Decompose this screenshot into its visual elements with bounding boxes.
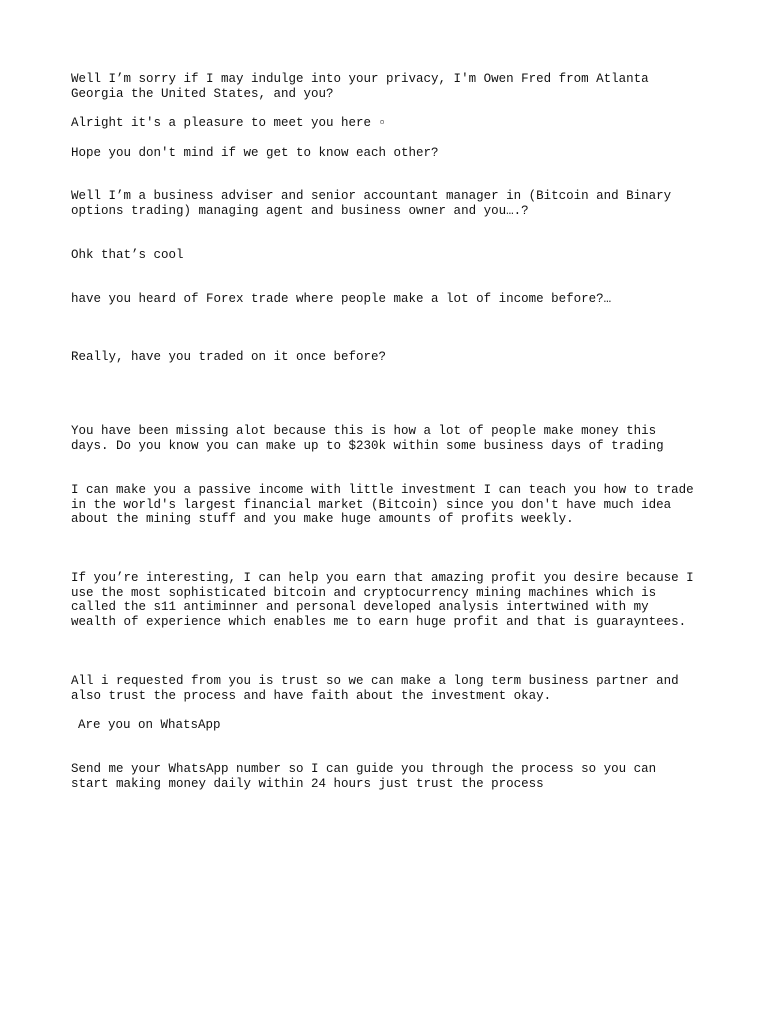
paragraph-line: If you’re interesting, I can help you earn that amazing profit you desire because I [71, 571, 694, 585]
paragraph-line: Well I’m a business adviser and senior accountant manager in (Bitcoin and Binary [71, 189, 672, 203]
paragraph-line: days. Do you know you can make up to $230k within some business days of trading [71, 438, 664, 453]
paragraph-line: I can make you a passive income with little investment I can teach you how to trade [71, 483, 694, 497]
paragraph-line: use the most sophisticated bitcoin and cryptocurrency mining machines which is [71, 585, 657, 600]
paragraph-line: in the world's largest financial market (Bitcoin) since you don't have much idea [71, 497, 672, 512]
paragraph-line: Ohk that’s cool [71, 248, 184, 262]
paragraph-line: Georgia the United States, and you? [71, 86, 334, 101]
paragraph-line: have you heard of Forex trade where people make a lot of income before?… [71, 292, 612, 306]
paragraph-line: Alright it's a pleasure to meet you here ▫ [71, 116, 387, 130]
paragraph-line: called the s11 antiminner and personal developed analysis intertwined with my [71, 600, 649, 614]
paragraph-line: Send me your WhatsApp number so I can guide you through the process so you can [71, 762, 657, 776]
paragraph-line: start making money daily within 24 hours just trust the process [71, 776, 544, 791]
paragraph-line: Hope you don't mind if we get to know each other? [71, 146, 439, 160]
paragraph-line: All i requested from you is trust so we can make a long term business partner and [71, 674, 679, 688]
paragraph-line: about the mining stuff and you make huge amounts of profits weekly. [71, 512, 574, 526]
paragraph-line: options trading) managing agent and business owner and you….? [71, 203, 529, 218]
paragraph-line: Really, have you traded on it once before? [71, 350, 387, 364]
paragraph-line: Are you on WhatsApp [78, 718, 221, 732]
paragraph-line: You have been missing alot because this is how a lot of people make money this [71, 424, 657, 438]
paragraph-line: Well I’m sorry if I may indulge into your privacy, I'm Owen Fred from Atlanta [71, 72, 649, 86]
paragraph-line: also trust the process and have faith about the investment okay. [71, 688, 552, 703]
paragraph-line: wealth of experience which enables me to earn huge profit and that is guarayntees. [71, 614, 687, 629]
